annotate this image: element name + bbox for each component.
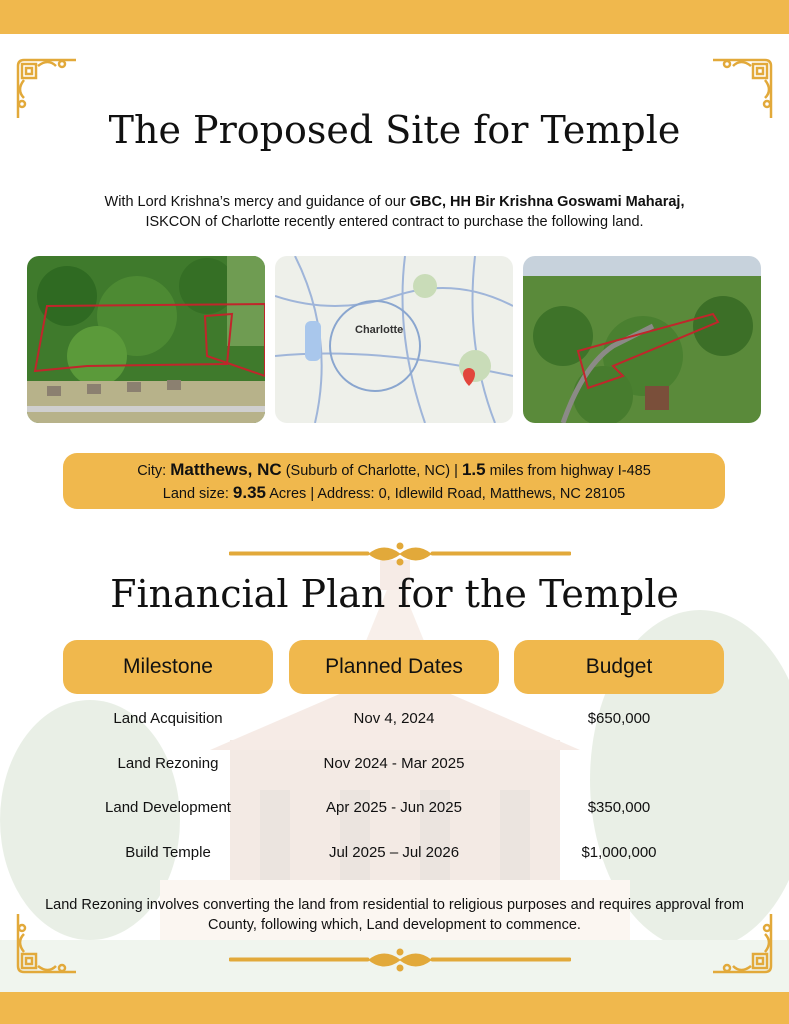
top-band	[0, 0, 789, 34]
intro-text-start: With Lord Krishna’s mercy and guidance of our	[104, 194, 410, 210]
address-text: Address: 0, Idlewild Road, Matthews, NC 28105	[317, 486, 626, 502]
intro-bold-text: GBC, HH Bir Krishna Goswami Maharaj,	[409, 194, 685, 210]
bottom-band	[0, 992, 789, 1024]
land-size-value: 9.35	[232, 483, 266, 502]
map-city-label: Charlotte	[355, 324, 404, 336]
intro-paragraph	[30, 192, 759, 232]
column-header-milestone: Milestone	[63, 640, 273, 694]
intro-text-end: ISKCON of Charlotte recently entered contract to purchase the following land.	[145, 214, 644, 230]
milestone-cell: Land Acquisition	[113, 710, 223, 727]
column-header-budget: Budget	[514, 640, 724, 694]
dates-cell: Nov 4, 2024	[353, 710, 435, 727]
aerial-photo-site	[27, 256, 265, 423]
column-header-planned-dates: Planned Dates	[289, 640, 499, 694]
city-value: Matthews, NC	[170, 460, 282, 479]
distance-value: 1.5	[461, 460, 486, 479]
page-title: The Proposed Site for Temple	[108, 108, 681, 152]
distance-text: miles from highway I-485	[489, 463, 651, 479]
financial-plan-title: Financial Plan for the Temple	[110, 572, 679, 616]
budget-cell: $350,000	[587, 799, 651, 816]
milestone-cell: Land Rezoning	[117, 755, 219, 772]
budget-cell: $1,000,000	[581, 844, 657, 861]
ornamental-divider-top	[229, 540, 571, 568]
location-map	[275, 256, 513, 423]
aerial-photo-overview	[523, 256, 761, 423]
rezoning-footnote: Land Rezoning involves converting the land from residential to religious purposes and requires approval from County, following which, Land development to commence.	[45, 897, 744, 933]
city-label: City:	[137, 463, 167, 479]
suburb-text: (Suburb of Charlotte, NC)	[285, 463, 451, 479]
site-info-box: City: Matthews, NC (Suburb of Charlotte, NC) | 1.5 miles from highway I-485 Land size: 9.35 Acres | Address: 0, Idlewild Road, Matthews, NC 28105	[63, 453, 725, 509]
milestone-cell: Land Development	[105, 799, 231, 816]
land-size-unit: Acres	[269, 486, 307, 502]
milestone-cell: Build Temple	[125, 844, 211, 861]
ornamental-divider-bottom	[229, 946, 571, 974]
dates-cell: Apr 2025 - Jun 2025	[326, 799, 462, 816]
dates-cell: Jul 2025 – Jul 2026	[328, 844, 460, 861]
dates-cell: Nov 2024 - Mar 2025	[323, 755, 465, 772]
land-size-label: Land size:	[162, 486, 229, 502]
budget-cell: $650,000	[587, 710, 651, 727]
